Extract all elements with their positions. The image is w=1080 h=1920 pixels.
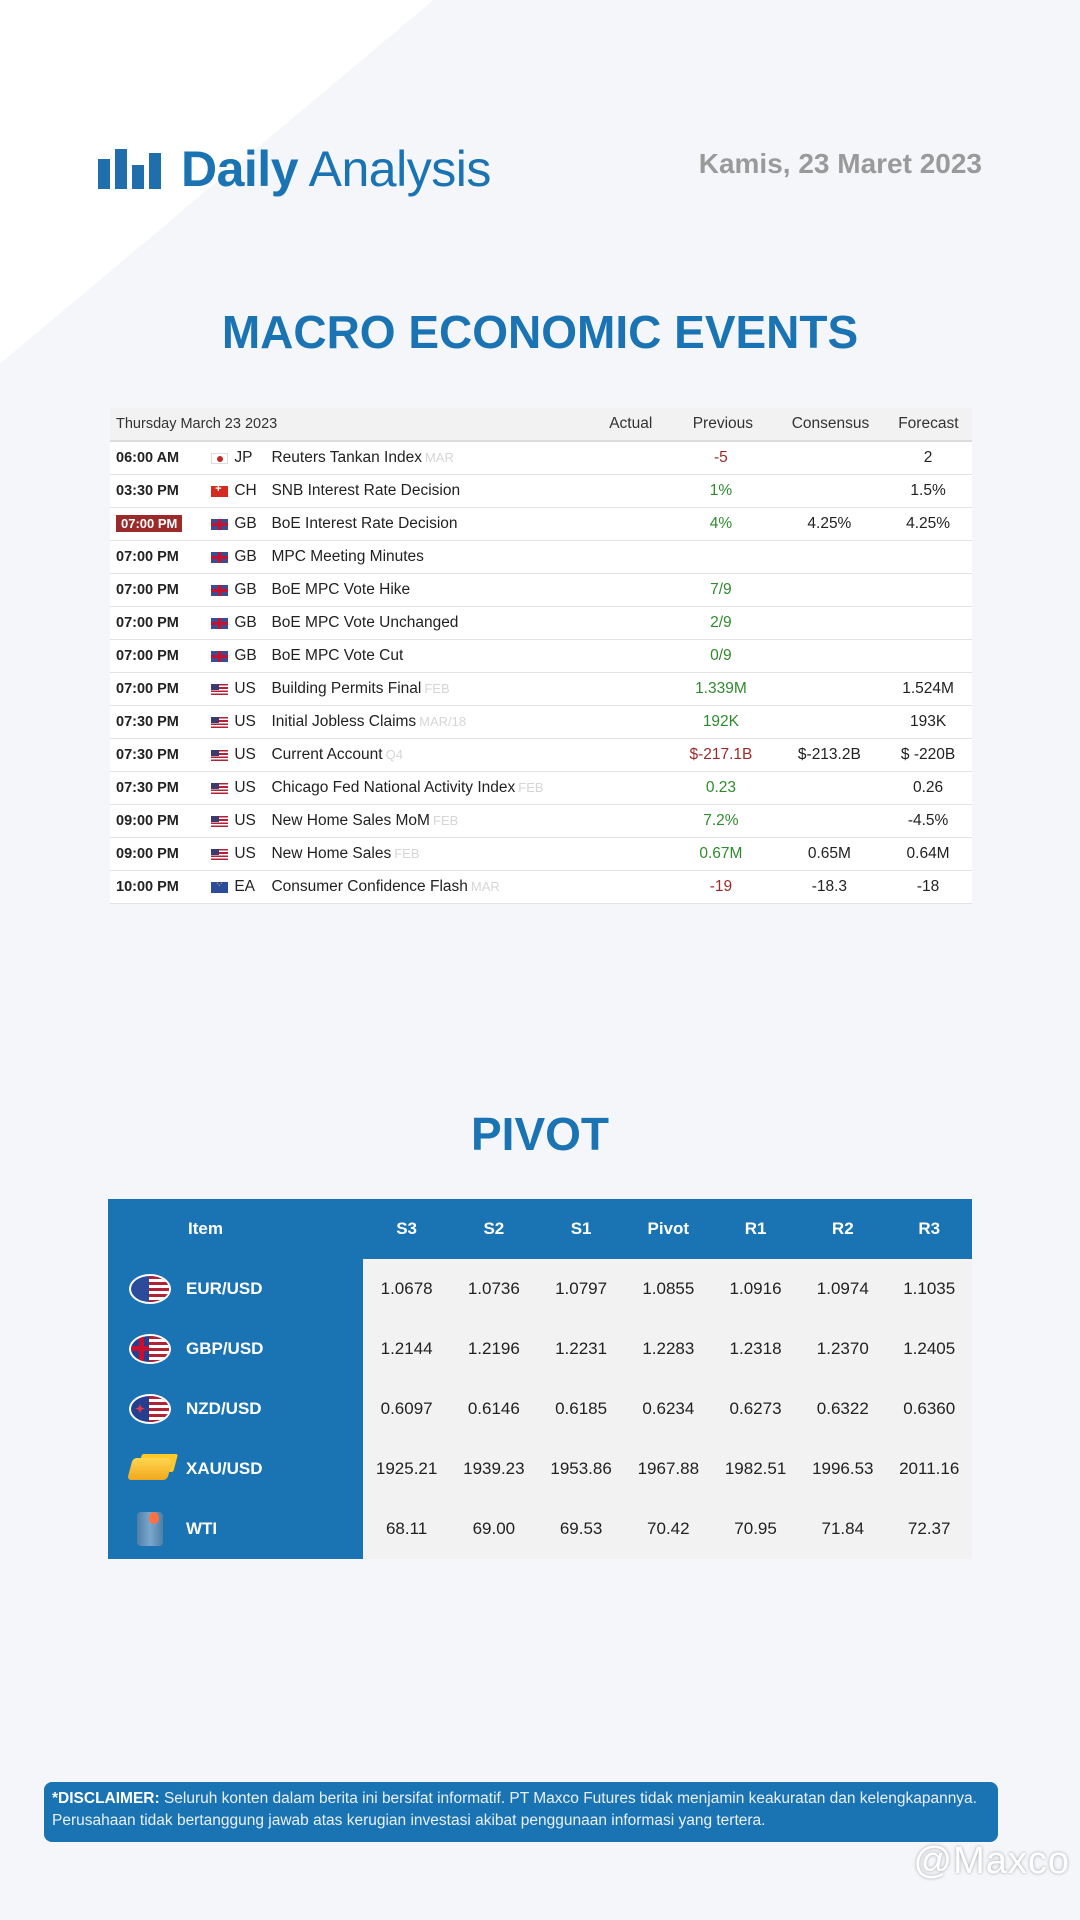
macro-header-previous: Previous bbox=[692, 415, 754, 432]
event-time bbox=[110, 813, 209, 829]
pivot-header-s2: S2 bbox=[450, 1199, 537, 1259]
background-diagonal-band bbox=[0, 0, 1035, 460]
eur-usd-flag-icon bbox=[131, 1276, 169, 1302]
pivot-item-label: EUR/USD bbox=[186, 1279, 263, 1298]
country-code: US bbox=[234, 746, 256, 763]
macro-header-date: Thursday March 23 2023 bbox=[116, 416, 278, 432]
country-flag-cell bbox=[209, 486, 231, 497]
macro-event-row bbox=[110, 541, 972, 574]
event-time-text: 07:30 PM bbox=[116, 714, 179, 730]
pivot-item bbox=[130, 1449, 362, 1489]
country-flag-cell bbox=[209, 783, 231, 794]
event-forecast: 0.26 bbox=[912, 779, 944, 796]
event-name-cell bbox=[271, 449, 589, 467]
pivot-value-r1: 70.95 bbox=[712, 1499, 799, 1559]
us-flag-icon bbox=[211, 750, 228, 761]
macro-header-forecast: Forecast bbox=[898, 415, 959, 432]
us-flag-icon bbox=[211, 783, 228, 794]
pivot-item-icon-wrap bbox=[130, 1449, 170, 1489]
event-name-cell bbox=[271, 878, 589, 896]
pivot-value-pivot: 1.2283 bbox=[625, 1319, 712, 1379]
event-time-text: 06:00 AM bbox=[116, 450, 180, 466]
macro-event-row bbox=[110, 442, 972, 475]
event-previous: 7.2% bbox=[703, 812, 739, 829]
country-code: US bbox=[234, 713, 256, 730]
country-flag-cell bbox=[209, 684, 231, 695]
country-code: CH bbox=[234, 482, 257, 499]
country-code: US bbox=[234, 779, 256, 796]
event-name-cell bbox=[271, 581, 589, 599]
event-time-text: 07:30 PM bbox=[116, 780, 179, 796]
event-previous: 0/9 bbox=[710, 647, 732, 664]
brand-logo bbox=[98, 140, 491, 198]
macro-header-consensus: Consensus bbox=[791, 415, 870, 432]
pivot-value-pivot: 0.6234 bbox=[625, 1379, 712, 1439]
event-forecast: -18 bbox=[916, 878, 940, 895]
us-flag-icon bbox=[211, 849, 228, 860]
event-time bbox=[110, 780, 209, 796]
flame-drop bbox=[149, 1512, 159, 1524]
event-time-text: 03:30 PM bbox=[116, 483, 179, 499]
pivot-value-s3: 1925.21 bbox=[363, 1439, 450, 1499]
us-flag-half bbox=[149, 1396, 169, 1422]
pivot-value-s3: 1.0678 bbox=[363, 1259, 450, 1319]
jp-flag-icon bbox=[211, 453, 228, 464]
pivot-body bbox=[108, 1259, 972, 1559]
event-name: MPC Meeting Minutes bbox=[271, 548, 424, 565]
event-forecast: 1.524M bbox=[902, 680, 954, 697]
event-previous: 1% bbox=[709, 482, 733, 499]
pivot-value-s3: 68.11 bbox=[363, 1499, 450, 1559]
pivot-value-pivot: 1.0855 bbox=[625, 1259, 712, 1319]
event-period: FEB bbox=[424, 681, 450, 696]
country-code: JP bbox=[234, 449, 253, 466]
event-forecast: 4.25% bbox=[906, 515, 951, 532]
pivot-value-r2: 1.0974 bbox=[799, 1259, 886, 1319]
event-forecast: -4.5% bbox=[907, 812, 949, 829]
macro-event-row bbox=[110, 805, 972, 838]
country-code: US bbox=[234, 812, 256, 829]
event-time bbox=[110, 516, 209, 532]
event-previous: 0.67M bbox=[699, 845, 743, 862]
event-time bbox=[110, 483, 209, 499]
event-consensus: -18.3 bbox=[811, 878, 848, 895]
pivot-value-r3: 72.37 bbox=[886, 1499, 972, 1559]
event-time-text: 07:30 PM bbox=[116, 747, 179, 763]
event-previous: 2/9 bbox=[710, 614, 732, 631]
country-code: EA bbox=[234, 878, 256, 895]
country-flag-cell bbox=[209, 585, 231, 596]
event-previous: -19 bbox=[709, 878, 733, 895]
pivot-value-s3: 1.2144 bbox=[363, 1319, 450, 1379]
country-code: US bbox=[234, 680, 256, 697]
event-time bbox=[110, 714, 209, 730]
event-time-highlight-badge: 07:00 PM bbox=[116, 515, 182, 532]
pivot-value-s1: 69.53 bbox=[537, 1499, 624, 1559]
pivot-value-r3: 1.2405 bbox=[886, 1319, 972, 1379]
pivot-item-icon-wrap bbox=[130, 1329, 170, 1369]
country-flag-cell bbox=[209, 750, 231, 761]
pivot-value-s2: 1.0736 bbox=[450, 1259, 537, 1319]
event-name: Reuters Tankan Index bbox=[271, 449, 422, 466]
pivot-item-icon-wrap bbox=[130, 1389, 170, 1429]
event-name-cell bbox=[271, 515, 589, 533]
event-time bbox=[110, 681, 209, 697]
macro-event-row bbox=[110, 739, 972, 772]
pivot-item-label: XAU/USD bbox=[186, 1459, 263, 1478]
gb-flag-icon bbox=[211, 519, 228, 530]
macro-event-row bbox=[110, 838, 972, 871]
pivot-row bbox=[108, 1499, 972, 1559]
event-time-text: 07:00 PM bbox=[116, 615, 179, 631]
pivot-section-title: PIVOT bbox=[470, 1108, 610, 1160]
event-previous: 192K bbox=[702, 713, 740, 730]
country-flag-cell bbox=[209, 651, 231, 662]
pivot-value-pivot: 1967.88 bbox=[625, 1439, 712, 1499]
country-code: GB bbox=[234, 614, 257, 631]
oil-barrel-icon bbox=[137, 1512, 163, 1546]
event-time-text: 07:00 PM bbox=[116, 648, 179, 664]
pivot-header-item: Item bbox=[108, 1199, 363, 1259]
event-time bbox=[110, 648, 209, 664]
pivot-value-s1: 1.2231 bbox=[537, 1319, 624, 1379]
event-time bbox=[110, 615, 209, 631]
event-name-cell bbox=[271, 812, 589, 830]
eu-flag-icon bbox=[211, 882, 228, 893]
event-time bbox=[110, 879, 209, 895]
pivot-value-r3: 1.1035 bbox=[886, 1259, 972, 1319]
gold-bars-icon bbox=[127, 1458, 173, 1480]
pivot-row bbox=[108, 1379, 972, 1439]
event-period: FEB bbox=[518, 780, 544, 795]
event-time-text: 09:00 PM bbox=[116, 813, 179, 829]
report-date: Kamis, 23 Maret 2023 bbox=[698, 148, 982, 179]
macro-event-row bbox=[110, 475, 972, 508]
pivot-value-r2: 1.2370 bbox=[799, 1319, 886, 1379]
country-code: GB bbox=[234, 647, 257, 664]
event-forecast: $ -220B bbox=[900, 746, 956, 763]
event-previous: 7/9 bbox=[710, 581, 732, 598]
event-name: Consumer Confidence Flash bbox=[271, 878, 468, 895]
country-flag-cell bbox=[209, 552, 231, 563]
country-flag-cell bbox=[209, 618, 231, 629]
bar-chart-logo-icon bbox=[98, 149, 161, 189]
pivot-header-r3: R3 bbox=[886, 1199, 972, 1259]
pivot-value-s2: 1939.23 bbox=[450, 1439, 537, 1499]
event-time-text: 07:00 PM bbox=[116, 549, 179, 565]
pivot-value-s1: 1953.86 bbox=[537, 1439, 624, 1499]
event-name: BoE Interest Rate Decision bbox=[271, 515, 458, 532]
event-name: New Home Sales bbox=[271, 845, 392, 862]
event-forecast: 1.5% bbox=[910, 482, 946, 499]
event-previous: 0.23 bbox=[705, 779, 736, 796]
us-flag-icon bbox=[211, 717, 228, 728]
macro-header-actual: Actual bbox=[609, 415, 653, 432]
event-name-cell bbox=[271, 746, 589, 764]
event-name-cell bbox=[271, 482, 589, 500]
event-previous: 4% bbox=[709, 515, 733, 532]
country-flag-cell bbox=[209, 453, 231, 464]
event-time bbox=[110, 747, 209, 763]
pivot-value-r3: 0.6360 bbox=[886, 1379, 972, 1439]
pivot-item-cell bbox=[108, 1439, 363, 1499]
event-period: FEB bbox=[432, 813, 459, 828]
event-time-text: 07:00 PM bbox=[116, 582, 179, 598]
us-flag-half bbox=[149, 1276, 169, 1302]
pivot-value-r2: 71.84 bbox=[799, 1499, 886, 1559]
pivot-value-s2: 0.6146 bbox=[450, 1379, 537, 1439]
us-flag-icon bbox=[211, 684, 228, 695]
pivot-item bbox=[130, 1509, 362, 1549]
country-code: GB bbox=[234, 581, 257, 598]
country-code: GB bbox=[234, 515, 257, 532]
disclaimer-text: Seluruh konten dalam berita ini bersifat informatif. PT Maxco Futures tidak menjamin keakuratan dan kelengkapannya. Perusahaan tidak bertanggung jawab atas kerugian investasi akibat penggunaan informasi yang tertera. bbox=[52, 1790, 977, 1829]
pivot-item bbox=[130, 1389, 362, 1429]
ch-flag-icon bbox=[211, 486, 228, 497]
pivot-item-label: GBP/USD bbox=[186, 1339, 264, 1358]
pivot-value-s1: 0.6185 bbox=[537, 1379, 624, 1439]
us-flag-icon bbox=[211, 816, 228, 827]
pivot-header-s3: S3 bbox=[363, 1199, 450, 1259]
event-forecast: 0.64M bbox=[906, 845, 950, 862]
pivot-item bbox=[130, 1269, 362, 1309]
event-name-cell bbox=[271, 680, 589, 698]
pivot-value-r1: 1.2318 bbox=[712, 1319, 799, 1379]
macro-event-row bbox=[110, 508, 972, 541]
watermark: @Maxco bbox=[913, 1840, 1070, 1882]
event-time-text: 10:00 PM bbox=[116, 879, 179, 895]
event-time-text: 09:00 PM bbox=[116, 846, 179, 862]
event-time-text: 07:00 PM bbox=[116, 681, 179, 697]
event-consensus: $-213.2B bbox=[797, 746, 861, 763]
pivot-value-s2: 1.2196 bbox=[450, 1319, 537, 1379]
pivot-item-label: NZD/USD bbox=[186, 1399, 262, 1418]
country-code: GB bbox=[234, 548, 257, 565]
gb-flag-icon bbox=[211, 651, 228, 662]
country-flag-cell bbox=[209, 816, 231, 827]
pivot-value-r1: 1.0916 bbox=[712, 1259, 799, 1319]
country-flag-cell bbox=[209, 849, 231, 860]
disclaimer-box bbox=[44, 1782, 998, 1842]
country-flag-cell bbox=[209, 717, 231, 728]
event-name: New Home Sales MoM bbox=[271, 812, 430, 829]
pivot-item-cell bbox=[108, 1379, 363, 1439]
event-period: MAR bbox=[424, 450, 454, 465]
pivot-header-pivot: Pivot bbox=[625, 1199, 712, 1259]
pivot-item-cell bbox=[108, 1259, 363, 1319]
event-name: Initial Jobless Claims bbox=[271, 713, 417, 730]
event-name-cell bbox=[271, 548, 589, 566]
pivot-value-pivot: 70.42 bbox=[625, 1499, 712, 1559]
event-period: FEB bbox=[394, 846, 420, 861]
event-previous: $-217.1B bbox=[689, 746, 753, 763]
event-name-cell bbox=[271, 713, 589, 731]
pivot-header-r2: R2 bbox=[799, 1199, 886, 1259]
pivot-table bbox=[108, 1199, 972, 1559]
macro-event-row bbox=[110, 673, 972, 706]
event-forecast: 2 bbox=[923, 449, 933, 466]
macro-event-row bbox=[110, 574, 972, 607]
event-name-cell bbox=[271, 845, 589, 863]
pivot-header-s1: S1 bbox=[537, 1199, 624, 1259]
pivot-value-s1: 1.0797 bbox=[537, 1259, 624, 1319]
pivot-value-r2: 0.6322 bbox=[799, 1379, 886, 1439]
event-period: Q4 bbox=[385, 747, 403, 762]
event-name: Chicago Fed National Activity Index bbox=[271, 779, 516, 796]
macro-section-title: MACRO ECONOMIC EVENTS bbox=[221, 306, 859, 358]
event-name: SNB Interest Rate Decision bbox=[271, 482, 461, 499]
macro-event-row bbox=[110, 706, 972, 739]
gb-flag-icon bbox=[211, 618, 228, 629]
pivot-item-label: WTI bbox=[186, 1519, 218, 1538]
event-name: BoE MPC Vote Unchanged bbox=[271, 614, 459, 631]
pivot-value-s3: 0.6097 bbox=[363, 1379, 450, 1439]
event-previous: -5 bbox=[714, 449, 728, 466]
pivot-item-cell bbox=[108, 1319, 363, 1379]
us-flag-half bbox=[149, 1336, 169, 1362]
country-flag-cell bbox=[209, 519, 231, 530]
pivot-value-r2: 1996.53 bbox=[799, 1439, 886, 1499]
gbp-usd-flag-icon bbox=[131, 1336, 169, 1362]
macro-event-row bbox=[110, 607, 972, 640]
macro-event-row bbox=[110, 640, 972, 673]
event-time bbox=[110, 549, 209, 565]
pivot-item bbox=[130, 1329, 362, 1369]
event-previous: 1.339M bbox=[695, 680, 747, 697]
pivot-item-icon-wrap bbox=[130, 1269, 170, 1309]
pivot-item-icon-wrap bbox=[130, 1509, 170, 1549]
brand-name: Daily Analysis bbox=[181, 141, 491, 197]
pivot-header-r1: R1 bbox=[712, 1199, 799, 1259]
event-name: Current Account bbox=[271, 746, 383, 763]
event-time bbox=[110, 582, 209, 598]
event-name: BoE MPC Vote Cut bbox=[271, 647, 404, 664]
event-name-cell bbox=[271, 647, 589, 665]
event-name-cell bbox=[271, 614, 589, 632]
pivot-item-cell bbox=[108, 1499, 363, 1559]
pivot-row bbox=[108, 1439, 972, 1499]
macro-table-header bbox=[110, 408, 972, 442]
macro-rows bbox=[110, 442, 972, 904]
gb-flag-icon bbox=[211, 585, 228, 596]
event-name: BoE MPC Vote Hike bbox=[271, 581, 411, 598]
pivot-row bbox=[108, 1259, 972, 1319]
event-consensus: 0.65M bbox=[807, 845, 851, 862]
pivot-header-row bbox=[108, 1199, 972, 1259]
event-consensus: 4.25% bbox=[807, 515, 852, 532]
nzd-usd-flag-icon bbox=[131, 1396, 169, 1422]
pivot-value-s2: 69.00 bbox=[450, 1499, 537, 1559]
pivot-value-r1: 0.6273 bbox=[712, 1379, 799, 1439]
event-forecast: 193K bbox=[909, 713, 947, 730]
event-time bbox=[110, 846, 209, 862]
event-time bbox=[110, 450, 209, 466]
macro-event-row bbox=[110, 772, 972, 805]
macro-event-row bbox=[110, 871, 972, 904]
country-code: US bbox=[234, 845, 256, 862]
event-name: Building Permits Final bbox=[271, 680, 422, 697]
event-period: MAR bbox=[470, 879, 500, 894]
pivot-value-r3: 2011.16 bbox=[886, 1439, 972, 1499]
macro-events-table bbox=[110, 408, 972, 904]
pivot-row bbox=[108, 1319, 972, 1379]
disclaimer-label: *DISCLAIMER: bbox=[52, 1790, 160, 1807]
country-flag-cell bbox=[209, 882, 231, 893]
pivot-value-r1: 1982.51 bbox=[712, 1439, 799, 1499]
event-name-cell bbox=[271, 779, 589, 797]
event-period: MAR/18 bbox=[419, 714, 467, 729]
gb-flag-icon bbox=[211, 552, 228, 563]
